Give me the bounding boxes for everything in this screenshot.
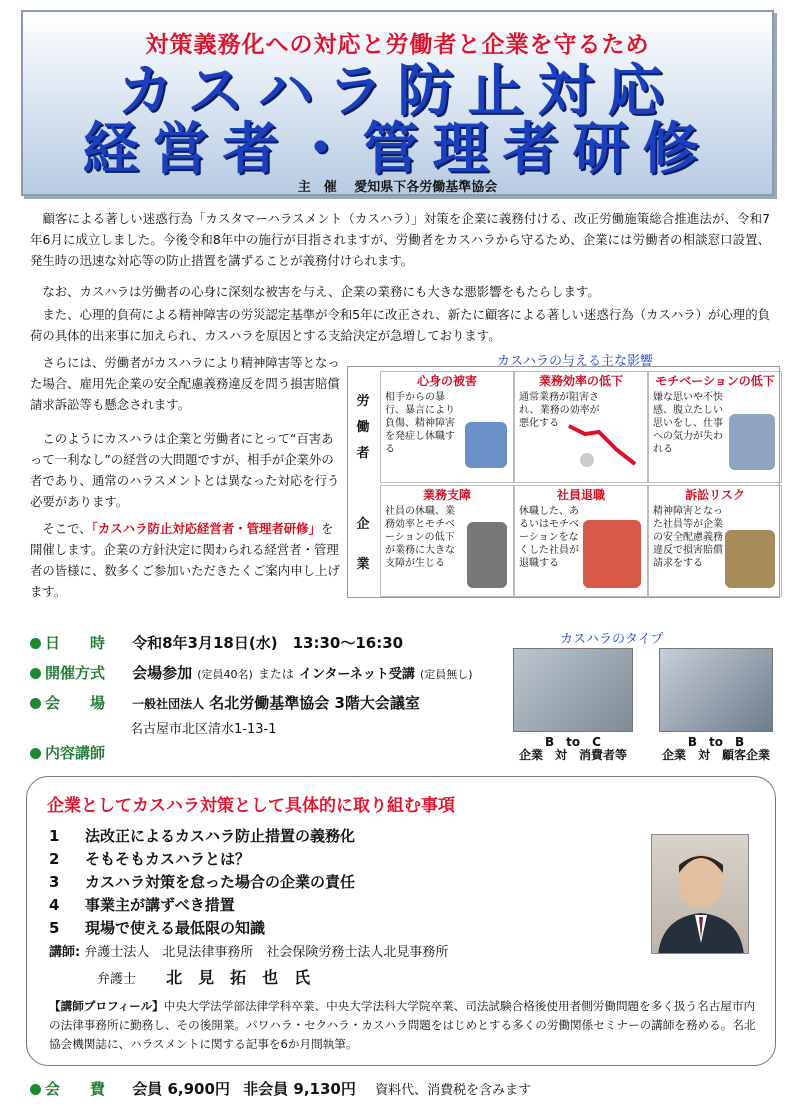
address: 名古屋市北区清水1-13-1 <box>130 722 277 737</box>
profile-text: 中央大学法学部法律学科卒業、中央大学法科大学院卒業、司法試験合格後使用者側労働問題を多く扱う名古屋市内の法律事務所に勤務し、その後開業。パワハラ・セクハラ・カスハラ問題をはじめとする多くの労働関係セミナーの講師を務める。名北協会機関誌に、ハラスメントに関する記事を6か月間執筆。 <box>49 999 756 1051</box>
date-row <box>30 632 403 653</box>
fee-label: 会 費 <box>45 1080 106 1098</box>
left-paragraph-3 <box>30 518 344 602</box>
bullet-dot <box>30 1084 41 1095</box>
effect-cell <box>380 485 514 597</box>
b-to-c-code: B to C <box>545 735 601 749</box>
method-online-note: (定員無し) <box>419 668 473 681</box>
lecturer-name: 北 見 拓 也 氏 <box>166 968 311 987</box>
row2-char: 企 <box>356 517 370 532</box>
item-text: カスハラ対策を怠った場合の企業の責任 <box>85 873 356 891</box>
effect-heading: 業務効率の低下 <box>538 374 623 388</box>
content-heading: 企業としてカスハラ対策として具体的に取り組む事項 <box>47 796 455 816</box>
title-line-1: カスハラ防止対応 <box>117 59 678 124</box>
row1-char: 働 <box>356 420 370 435</box>
organizer-name: 愛知県下各労働基準協会 <box>354 180 498 195</box>
effects-table <box>347 366 780 598</box>
distressed-worker-illustration <box>465 422 507 468</box>
intro-paragraph-2: なお、カスハラは労働者の心身に深刻な被害を与え、企業の業務にも大きな悪影響をもたらします。 <box>30 284 600 299</box>
fee-note: 資料代、消費税を含みます <box>375 1083 532 1098</box>
p3-pre: そこで、 <box>30 521 92 536</box>
item-text: そもそもカスハラとは？ <box>85 850 251 868</box>
item-number: 2 <box>49 850 60 868</box>
intro-paragraph-1: 顧客による著しい迷惑行為「カスタマーハラスメント（カスハラ）」対策を企業に義務付ける、改正労働施策総合推進法が、令和7年6月に成立しました。今後令和8年中の施行が目指されますが、労働者をカスハラから守るため、企業には労働者の相談窓口設置、発生時の迅速な対応等の防止措置を講ずることが義務付けられます。 <box>30 211 770 268</box>
item-number: 5 <box>49 919 60 937</box>
left-paragraph-2: このようにカスハラは企業と労働者にとって“百害あって一利なし”の経営の大問題ですが、相手が企業外の者であり、通常のハラスメントとは異なった対応を行う必要があります。 <box>30 431 340 509</box>
effect-body: 休職した、あるいはモチベーションをなくした社員が退職する <box>519 506 579 569</box>
fee-member: 会員 6,900円 <box>132 1080 230 1098</box>
resigning-worker-illustration <box>583 520 641 588</box>
row1-char: 労 <box>356 394 370 409</box>
effect-heading: 社員退職 <box>556 488 605 502</box>
item-number: 4 <box>49 896 60 914</box>
effect-cell <box>648 485 782 597</box>
content-box <box>26 776 776 1066</box>
b-to-c-photo <box>513 648 633 732</box>
venue-row <box>30 692 420 713</box>
row2-char: 業 <box>356 557 370 572</box>
lecturer-label: 講師: <box>49 945 81 960</box>
effect-heading: 訴訟リスク <box>685 488 745 502</box>
types-title: カスハラのタイプ <box>560 632 664 647</box>
effect-body: 通常業務が阻害され、業務の効率が悪化する <box>519 392 600 429</box>
lecturer-photo <box>651 834 749 954</box>
venue-value: 名北労働基準協会 3階大会議室 <box>209 694 420 712</box>
intro-paragraph-3: また、心理的負荷による精神障害の労災認定基準が令和5年に改正され、新たに顧客による著しい迷惑行為（カスハラ）が心理的負荷の具体的出来事に加えられ、カスハラを原因とする支給決定が急増しております。 <box>30 307 770 343</box>
effect-heading: モチベーションの低下 <box>655 374 775 388</box>
effects-title: カスハラの与える主な影響 <box>496 354 653 369</box>
method-or: または <box>257 667 294 681</box>
item-text: 法改正によるカスハラ防止措置の義務化 <box>85 827 356 845</box>
content-label: 内容講師 <box>45 744 106 762</box>
effect-body: 社員の休職、業務効率とモチベーションの低下が業務に大きな支障が生じる <box>385 506 455 569</box>
header-banner <box>21 10 774 196</box>
date-label: 日 時 <box>45 634 106 652</box>
effect-heading: 業務支障 <box>422 488 471 502</box>
title-line-2: 経営者・管理者研修 <box>82 117 713 182</box>
method-venue-note: (定員40名) <box>197 668 253 681</box>
row-label-company <box>348 512 378 578</box>
venue-label: 会 場 <box>45 694 106 712</box>
effect-cell <box>648 371 782 483</box>
item-text: 事業主が講ずべき措置 <box>85 896 235 914</box>
b-to-b-photo <box>659 648 773 732</box>
p3-post: を開催します。企業の方針決定に関わられる経営者・管理者の皆様に、数多くご参加いただきたくご案内申し上げます。 <box>30 521 340 599</box>
fee-row <box>30 1078 531 1099</box>
content-label-row <box>30 742 105 763</box>
organizer <box>23 176 772 195</box>
content-item <box>49 894 235 915</box>
venue-org: 一般社団法人 <box>132 697 205 711</box>
subtitle: 対策義務化への対応と労働者と企業を守るため <box>145 32 650 58</box>
left-paragraph-1: さらには、労働者がカスハラにより精神障害等となった場合、雇用先企業の安全配慮義務違反を問う損害賠償請求訴訟等も懸念されます。 <box>30 355 340 412</box>
b-to-b-code: B to B <box>687 735 745 749</box>
lecturer-title: 弁護士 <box>97 972 137 987</box>
lecturer-org: 弁護士法人 北見法律事務所 社会保険労務士法人北見事務所 <box>84 945 449 960</box>
item-number: 1 <box>49 827 60 845</box>
content-item <box>49 848 250 869</box>
method-label: 開催方式 <box>45 664 106 682</box>
content-item <box>49 825 355 846</box>
effect-body: 精神障害となった社員等が企業の安全配慮義務違反で損害賠償請求をする <box>653 506 723 569</box>
method-online: インターネット受講 <box>299 667 415 682</box>
item-text: 現場で使える最低限の知識 <box>85 919 266 937</box>
date-value: 令和8年3月18日(水) 13:30～16:30 <box>132 634 404 652</box>
crumbling-building-illustration <box>467 522 507 588</box>
effect-body: 嫌な思いや不快感、腹立たしい思いをし、仕事への気力が失われる <box>653 392 723 455</box>
lecturer-profile <box>49 997 761 1054</box>
bullet-dot <box>30 748 41 759</box>
method-venue: 会場参加 <box>132 664 193 682</box>
content-item <box>49 917 265 938</box>
effect-cell <box>380 371 514 483</box>
bullet-dot <box>30 638 41 649</box>
b-to-b-desc: 企業 対 顧客企業 <box>661 748 770 762</box>
effect-body: 相手からの暴行、暴言により負傷、精神障害を発症し休職する <box>385 392 455 455</box>
unmotivated-worker-illustration <box>729 414 775 470</box>
fee-nonmember: 非会員 9,130円 <box>243 1080 356 1098</box>
profile-label: 【講師プロフィール】 <box>49 999 164 1013</box>
lecturer-portrait-icon <box>652 835 749 954</box>
b-to-c-desc: 企業 対 消費者等 <box>518 748 627 762</box>
row-label-workers <box>348 389 378 467</box>
bullet-dot <box>30 698 41 709</box>
content-item <box>49 871 355 892</box>
effect-cell <box>514 485 648 597</box>
row1-char: 者 <box>356 446 370 461</box>
method-row <box>30 662 473 683</box>
organizer-label: 主 催 <box>297 180 337 195</box>
training-name-highlight: 「カスハラ防止対応経営者・管理者研修」 <box>91 521 321 536</box>
item-number: 3 <box>49 873 60 891</box>
courtroom-illustration <box>725 530 775 588</box>
lecturer-line-2 <box>97 965 310 988</box>
lecturer-line-1 <box>49 941 448 960</box>
bullet-dot <box>30 668 41 679</box>
effect-cell <box>514 371 648 483</box>
effect-heading: 心身の被害 <box>416 374 477 388</box>
declining-chart-illustration <box>565 420 641 472</box>
